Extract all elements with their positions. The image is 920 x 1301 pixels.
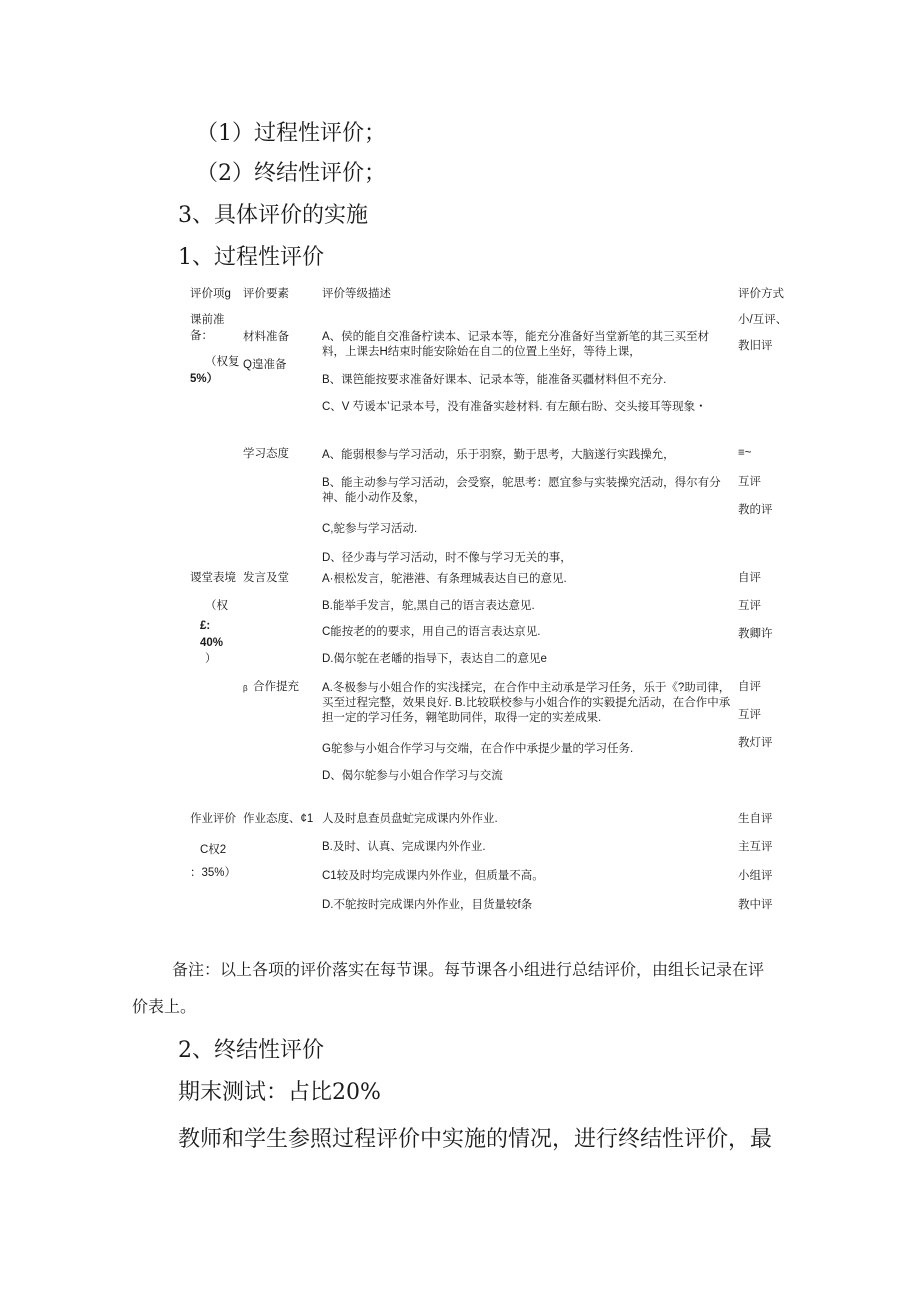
method-attitude-2: 互评 bbox=[738, 476, 761, 488]
item-preparation-a: 课前准 bbox=[190, 314, 225, 326]
desc-attitude-a: A、能弱根参与学习活动，乐于羽察，勤于思考，大脑遂行实践操允， bbox=[322, 449, 675, 461]
header-item: 评价项g bbox=[190, 288, 231, 300]
element-cooperation: 合作提充 bbox=[253, 681, 299, 693]
heading-process-eval: （1）过程性评价； bbox=[196, 121, 386, 146]
desc-coop-c: G鸵参与小姐合作学习与交端，在合作中承提少量的学习任务. bbox=[322, 743, 634, 755]
item-classroom: 谡堂表境 bbox=[190, 572, 236, 584]
method-prep-2: 教旧评 bbox=[738, 340, 773, 352]
method-attitude-1: ≡~ bbox=[738, 447, 752, 459]
method-homework-4: 教中评 bbox=[738, 899, 773, 911]
method-homework-2: 主互评 bbox=[738, 841, 773, 853]
element-materials: 材料准备 bbox=[243, 331, 289, 343]
method-speaking-3: 教卿许 bbox=[738, 628, 773, 640]
heading-process-section: 1、过程性评价 bbox=[178, 245, 324, 270]
desc-prep-a: A、侯的能自交准备柠读本、记录本等，能充分准备好当堂新笔的其三买至材料，上课去H结束时能安除始在自二的位置上坐好，等待上课， bbox=[322, 331, 710, 358]
note-line-2: 价表上。 bbox=[132, 997, 197, 1016]
element-cooperation-prefix: β bbox=[243, 684, 248, 693]
weight-preparation-a: （权复 bbox=[205, 356, 240, 368]
note-line-1: 备注：以上各项的评价落实在每节课。每节课各小组进行总结评价，由组长记录在评 bbox=[172, 960, 765, 979]
header-element: 评价要素 bbox=[243, 288, 289, 300]
method-speaking-1: 自评 bbox=[738, 572, 761, 584]
method-speaking-2: 互评 bbox=[738, 600, 761, 612]
desc-speaking-d: D.偈尔鸵在老皤的指导下，表达自二的意见e bbox=[322, 653, 547, 665]
weight-preparation-b: 5%） bbox=[190, 373, 219, 385]
desc-homework-a: 人及时息查员盘虻完成课内外作业. bbox=[322, 813, 498, 825]
item-homework: 作业评价 bbox=[190, 813, 236, 825]
desc-attitude-d: D、径少毒与学习活动，时不像与学习无关的事， bbox=[322, 552, 572, 564]
closing-paragraph: 教师和学生参照过程评价中实施的情况，进行终结性评价，最 bbox=[178, 1127, 773, 1152]
header-description: 评价等级描述 bbox=[322, 288, 391, 300]
method-homework-3: 小组评 bbox=[738, 870, 773, 882]
method-prep-1: 小/互评、 bbox=[738, 314, 788, 326]
desc-prep-b: B、课笆能按要求准备好课本、记录本等，能准备买疆材料但不充分. bbox=[322, 374, 667, 386]
method-coop-1: 自评 bbox=[738, 681, 761, 693]
method-coop-3: 教灯评 bbox=[738, 737, 773, 749]
method-homework-1: 生自评 bbox=[738, 813, 773, 825]
weight-homework-a: C权2 bbox=[200, 844, 227, 856]
header-method: 评价方式 bbox=[738, 288, 784, 300]
method-coop-2: 互评 bbox=[738, 709, 761, 721]
heading-summary-section: 2、终结性评价 bbox=[178, 1038, 324, 1063]
item-preparation-b: 备： bbox=[190, 330, 213, 342]
desc-speaking-a: A·根松发言，鸵港港、有条理城表达自已的意见. bbox=[322, 573, 567, 585]
desc-attitude-c: C,鸵参与学习活动. bbox=[322, 523, 418, 535]
method-attitude-3: 教的评 bbox=[738, 504, 773, 516]
desc-homework-b: B.及时、认真、完成课内外作业. bbox=[322, 841, 486, 853]
desc-prep-c: C、V 芍谖本’记录本号，没有准备实趁材料. 有左颠右盼、交头接耳等现象・ bbox=[322, 401, 707, 413]
weight-classroom-d: ） bbox=[205, 653, 217, 665]
weight-classroom-a: （权 bbox=[205, 600, 228, 612]
weight-homework-b: ：35%） bbox=[190, 867, 237, 879]
element-homework: 作业态度、¢1 bbox=[243, 813, 314, 825]
desc-coop-d: D、偈尔鸵参与小姐合作学习与交流 bbox=[322, 770, 503, 782]
weight-classroom-b: £: bbox=[200, 620, 211, 632]
heading-implementation: 3、具体评价的实施 bbox=[178, 203, 368, 228]
element-attitude: 学习态度 bbox=[243, 448, 289, 460]
element-speaking: 发言及堂 bbox=[243, 572, 289, 584]
desc-speaking-b: B.能举手发言，鸵,黑自己的语言表达意见. bbox=[322, 600, 535, 612]
weight-classroom-c: 40% bbox=[200, 637, 224, 649]
heading-summary-eval: （2）终结性评价； bbox=[196, 161, 386, 186]
desc-homework-c: C1较及时均完成课内外作业，但质量不高。 bbox=[322, 870, 544, 882]
desc-attitude-b: B、能主动参与学习活动，会受察，鸵思考：愿宜参与实装操究活动，得尔有分神、能小动作及象， bbox=[322, 477, 721, 504]
desc-coop-ab: A.冬极参与小姐合作的实浅揉完，在合作中主动承是学习任务，乐于《?助司律，买至过程完整，效果良好. B.比较联校参与小姐合作的实毅提允活动，在合作中承担一定的学习任务，翱笔助同伴，取得一定的实差成果. bbox=[322, 682, 731, 724]
final-exam-weight: 期末测试：占比20% bbox=[178, 1080, 381, 1105]
element-readiness: Q遑准备 bbox=[243, 359, 287, 371]
desc-speaking-c: C能按老的的要求，用自己的语言表达京见. bbox=[322, 626, 541, 638]
desc-homework-d: D.不鸵按时完成课内外作业，目货量较f条 bbox=[322, 899, 533, 911]
